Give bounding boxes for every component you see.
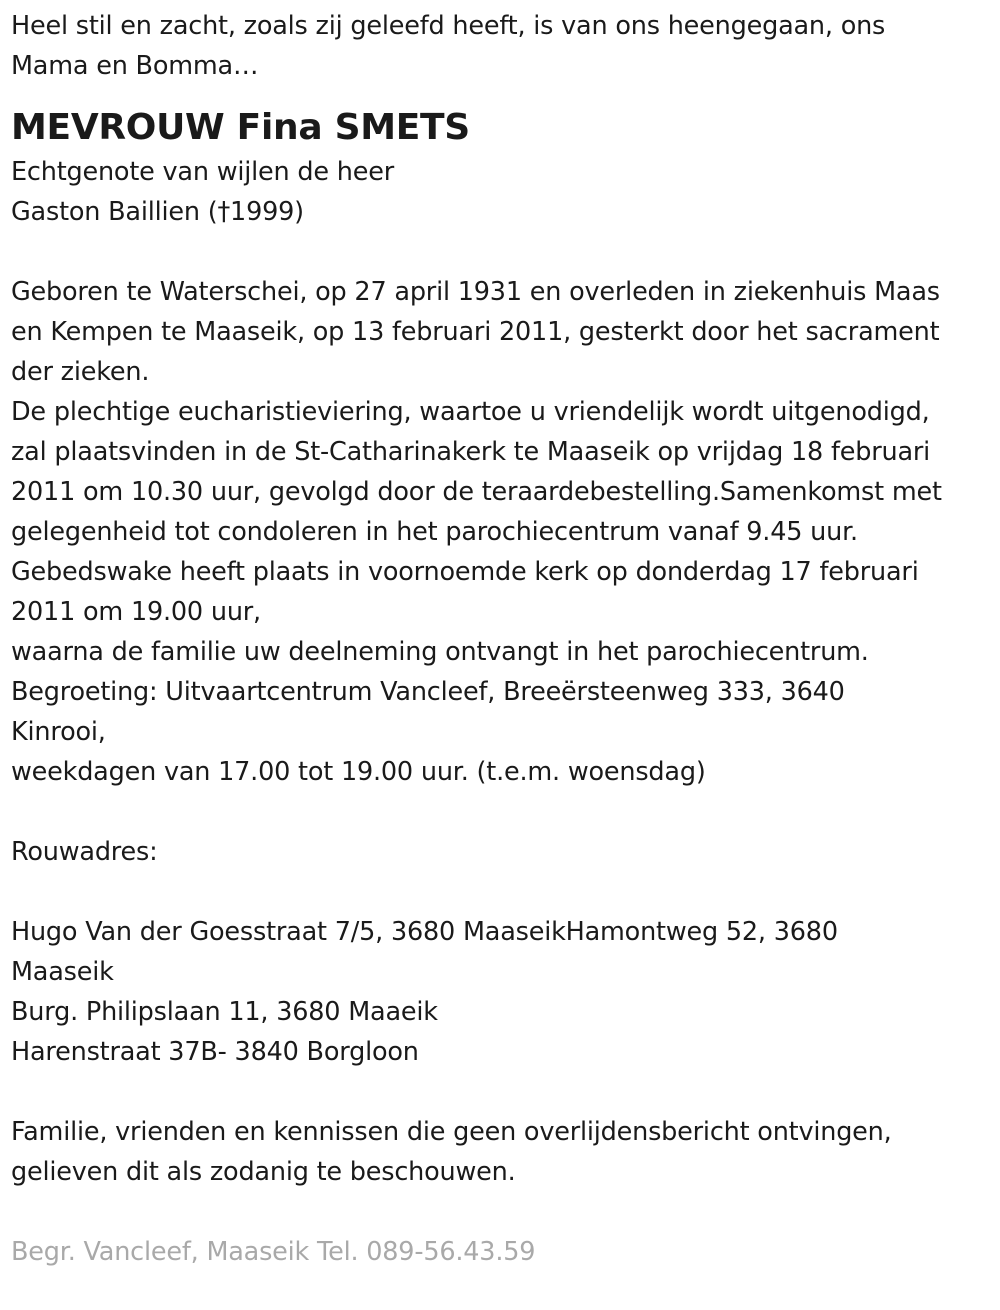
body-line: en Kempen te Maaseik, op 13 februari 2011, gesterkt door het sacrament	[11, 317, 940, 347]
address-label: Rouwadres:	[11, 837, 158, 867]
body-line: 2011 om 19.00 uur,	[11, 597, 261, 627]
body-line: der zieken.	[11, 357, 150, 387]
body-line: zal plaatsvinden in de St-Catharinakerk te Maaseik op vrijdag 18 februari	[11, 437, 931, 467]
body-line: Kinrooi,	[11, 717, 106, 747]
body-line: Geboren te Waterschei, op 27 april 1931 en overleden in ziekenhuis Maas	[11, 277, 940, 307]
address-line: Harenstraat 37B- 3840 Borgloon	[11, 1037, 419, 1067]
body-line: Begroeting: Uitvaartcentrum Vancleef, Breeërsteenweg 333, 3640	[11, 677, 845, 707]
body-line: De plechtige eucharistieviering, waartoe u vriendelijk wordt uitgenodigd,	[11, 397, 930, 427]
spacer	[11, 1192, 990, 1232]
body-line: weekdagen van 17.00 tot 19.00 uur. (t.e.m. woensdag)	[11, 757, 706, 787]
body-line: Gebedswake heeft plaats in voornoemde kerk op donderdag 17 februari	[11, 557, 919, 587]
body-line: 2011 om 10.30 uur, gevolgd door de teraardebestelling.Samenkomst met	[11, 477, 942, 507]
spacer	[11, 1072, 990, 1112]
body-line: waarna de familie uw deelneming ontvangt in het parochiecentrum.	[11, 637, 869, 667]
spacer	[11, 872, 990, 912]
closing-line: gelieven dit als zodanig te beschouwen.	[11, 1157, 516, 1187]
spacer	[11, 232, 990, 272]
closing-line: Familie, vrienden en kennissen die geen overlijdensbericht ontvingen,	[11, 1117, 892, 1147]
intro-line-1: Heel stil en zacht, zoals zij geleefd heeft, is van ons heengegaan, ons	[11, 11, 886, 41]
address-line: Hugo Van der Goesstraat 7/5, 3680 MaaseikHamontweg 52, 3680	[11, 917, 838, 947]
spouse-line-1: Echtgenote van wijlen de heer	[11, 157, 394, 187]
spouse-line-2: Gaston Baillien (†1999)	[11, 197, 304, 227]
body-line: gelegenheid tot condoleren in het parochiecentrum vanaf 9.45 uur.	[11, 517, 858, 547]
address-line: Burg. Philipslaan 11, 3680 Maaeik	[11, 997, 438, 1027]
funeral-home-footer: Begr. Vancleef, Maaseik Tel. 089-56.43.59	[11, 1237, 536, 1267]
deceased-name-heading: MEVROUW Fina SMETS	[11, 107, 470, 148]
intro-line-2: Mama en Bomma…	[11, 51, 259, 81]
address-line: Maaseik	[11, 957, 114, 987]
spacer	[11, 792, 990, 832]
